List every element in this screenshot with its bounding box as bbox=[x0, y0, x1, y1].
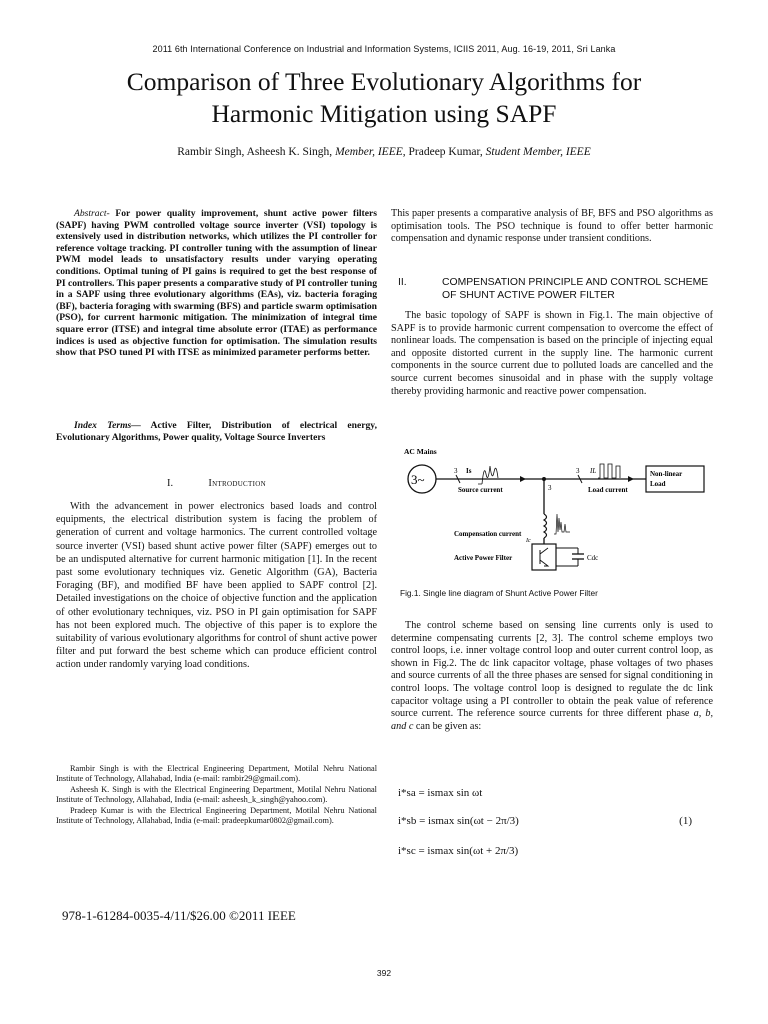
load-current-waveform bbox=[598, 464, 620, 478]
abstract bbox=[56, 208, 377, 359]
author-footnotes bbox=[56, 764, 377, 826]
phase-count-right: 3 bbox=[576, 467, 580, 475]
section-2-title: COMPENSATION PRINCIPLE AND CONTROL SCHEME OF SHUNT ACTIVE POWER FILTER bbox=[442, 277, 709, 301]
right-paragraph-3 bbox=[391, 620, 713, 733]
phase-count-left: 3 bbox=[454, 467, 458, 475]
igbt-symbol bbox=[540, 548, 548, 566]
equation-isc: i*sc = ismax sin(ωt + 2π/3) bbox=[398, 845, 519, 857]
author-names-1: Rambir Singh, Asheesh K. Singh, bbox=[177, 146, 336, 158]
abstract-text: For power quality improvement, shunt active power filters (SAPF) having PWM controlled voltage source inverter (VSI) topology is extensively used in distribution networks, which utilizes the PI controller for reference voltage tracking. PI controller tuning with the assumption of linear PWM model leads to unsatisfactory results under varying operating conditions. Optimal tuning of PI gains is required to get the best response of PI controllers. This paper presents a comparative study of PI controller tuning in a SAPF using three evolutionary algorithms (EAs), viz. bacteria foraging (BF), bacteria foraging with swarming (BFS) and particle swarm optimisation (PSO), for current harmonic mitigation. The minimization of integral time square error (ITSE) and integral time absolute error (ITAE) as performance indices is used as objective function for optimisation. The simulation results show that PSO tuned PI with ITSE as minimized parameter performs better. bbox=[56, 208, 377, 359]
coupling-inductor bbox=[544, 514, 547, 538]
author-names-2: , Pradeep Kumar, bbox=[402, 146, 486, 158]
section-1-body: With the advancement in power electronics based loads and control equipments, the electrical distribution system is facing the problem of generation of current and voltage harmonics. The current controlled voltage source inverter (VSI) based shunt active power filter (SAPF) emerges out to be an undisputed alternative for current harmonic mitigation [1]. In the recent past some evolutionary techniques viz. Genetic Algorithm (GA), Bacteria Foraging (BF), and modified BF have been applied to SAPF control [2]. Detailed investigations on the choice of objective function and the application of other evolutionary techniques, viz. PSO in PI gain optimisation for SAPF has not been explored much. The objective of this paper is to explore the suitability of various evolutionary algorithms for control of shunt active power filter and put forward the best scheme which can produce efficient control action under randomly varying load conditions. bbox=[56, 501, 377, 671]
index-terms-text: Active Filter, Distribution of electrical energy, Evolutionary Algorithms, Power quality, Voltage Source Inverters bbox=[56, 420, 377, 443]
section-2-number: II. bbox=[398, 277, 407, 288]
section-2-heading bbox=[398, 277, 716, 302]
right-paragraph-3-end: can be given as: bbox=[413, 720, 482, 732]
right-paragraph-2: The basic topology of SAPF is shown in Fig.1. The main objective of SAPF is to provide harmonic current compensation to overcome the effect of nonlinear loads. The compensation is based on the principle of injecting equal and opposite distorted current in the supply line. The harmonic current components in the source current due to polluted loads are cancelled and the source current becomes sinusoidal and in phase with the supply voltage thereby providing harmonic and reactive power compensation. bbox=[391, 310, 713, 397]
equation-number: (1) bbox=[679, 815, 692, 827]
section-1-heading bbox=[56, 478, 377, 491]
right-paragraph-3-text: The control scheme based on sensing line currents only is used to determine compensating currents [2, 3]. The control scheme employs two control loops, i.e. inner voltage control loop and outer current control loop, as shown in Fig.2. The dc link capacitor voltage, phase voltages of two phases and source currents of all the three phases are sensed for signal conditioning in control loops. The voltage control loop is designed to regulate the dc link capacitor voltage using a PI controller to obtain the peak value of reference source current. The reference source currents for three different phase bbox=[391, 620, 713, 720]
phase-variables: a, b, and c bbox=[391, 708, 714, 732]
equation-isb: i*sb = ismax sin(ωt − 2π/3) bbox=[398, 815, 519, 827]
ac-source-symbol: 3~ bbox=[411, 472, 425, 487]
equation-block-1 bbox=[398, 783, 710, 873]
title-line-1: Comparison of Three Evolutionary Algorithms for bbox=[126, 67, 642, 96]
footnote-1: Rambir Singh is with the Electrical Engineering Department, Motilal Nehru National Institute of Technology, Allahabad, India (e-mail: rambir29@gmail.com). bbox=[56, 764, 377, 784]
nonlinear-load-label-1: Non-linear bbox=[650, 470, 683, 478]
title-line-2: Harmonic Mitigation using SAPF bbox=[211, 99, 557, 128]
author-role-2: Student Member, IEEE bbox=[485, 146, 591, 158]
index-terms-lead: Index Terms— bbox=[74, 420, 141, 431]
apf-label: Active Power Filter bbox=[454, 554, 513, 562]
index-terms bbox=[56, 420, 377, 443]
footnote-2: Asheesh K. Singh is with the Electrical Engineering Department, Motilal Nehru National Institute of Technology, Allahabad, India (e-mail: asheesh_k_singh@yahoo.com). bbox=[56, 784, 377, 805]
source-current-arrow bbox=[520, 476, 526, 482]
ic-label: Ic bbox=[526, 538, 531, 544]
conference-header: 2011 6th International Conference on Industrial and Information Systems, ICIIS 2011, Aug. 16-19, 2011, Sri Lanka bbox=[152, 44, 616, 54]
author-list bbox=[40, 146, 728, 158]
source-current-label: Source current bbox=[458, 486, 503, 494]
footnote-3: Pradeep Kumar is with the Electrical Engineering Department, Motilal Nehru National Institute of Technology, Allahabad, India (e-mail: pradeepkumar0802@gmail.com). bbox=[56, 805, 377, 826]
section-1-number: I. bbox=[167, 478, 174, 489]
author-role-1: Member, IEEE bbox=[335, 146, 403, 158]
il-label: IL bbox=[590, 467, 597, 475]
nonlinear-load-label-2: Load bbox=[650, 480, 666, 488]
figure-1-caption: Fig.1. Single line diagram of Shunt Active Power Filter bbox=[400, 588, 598, 598]
paper-title bbox=[40, 66, 728, 130]
ac-mains-label: AC Mains bbox=[404, 447, 437, 456]
load-current-label: Load current bbox=[588, 486, 628, 494]
abstract-lead: Abstract- bbox=[74, 208, 110, 219]
right-paragraph-1: This paper presents a comparative analysis of BF, BFS and PSO algorithms as optimisation tools. The PSO technique is found to offer better harmonic compensation and dynamic response under transient conditions. bbox=[391, 208, 713, 245]
load-current-arrow bbox=[628, 476, 634, 482]
isbn-copyright: 978-1-61284-0035-4/11/$26.00 ©2011 IEEE bbox=[62, 908, 296, 923]
compensation-current-waveform bbox=[554, 514, 570, 534]
is-label: Is bbox=[466, 467, 472, 475]
compensation-current-label: Compensation current bbox=[454, 530, 522, 538]
source-current-waveform bbox=[478, 466, 498, 484]
figure-1-diagram bbox=[398, 444, 710, 584]
page-number: 392 bbox=[376, 968, 392, 978]
cdc-label: Cdc bbox=[587, 554, 599, 562]
equation-isa: i*sa = ismax sin ωt bbox=[398, 787, 483, 799]
section-1-title: Introduction bbox=[208, 478, 266, 489]
phase-count-mid: 3 bbox=[548, 484, 552, 492]
